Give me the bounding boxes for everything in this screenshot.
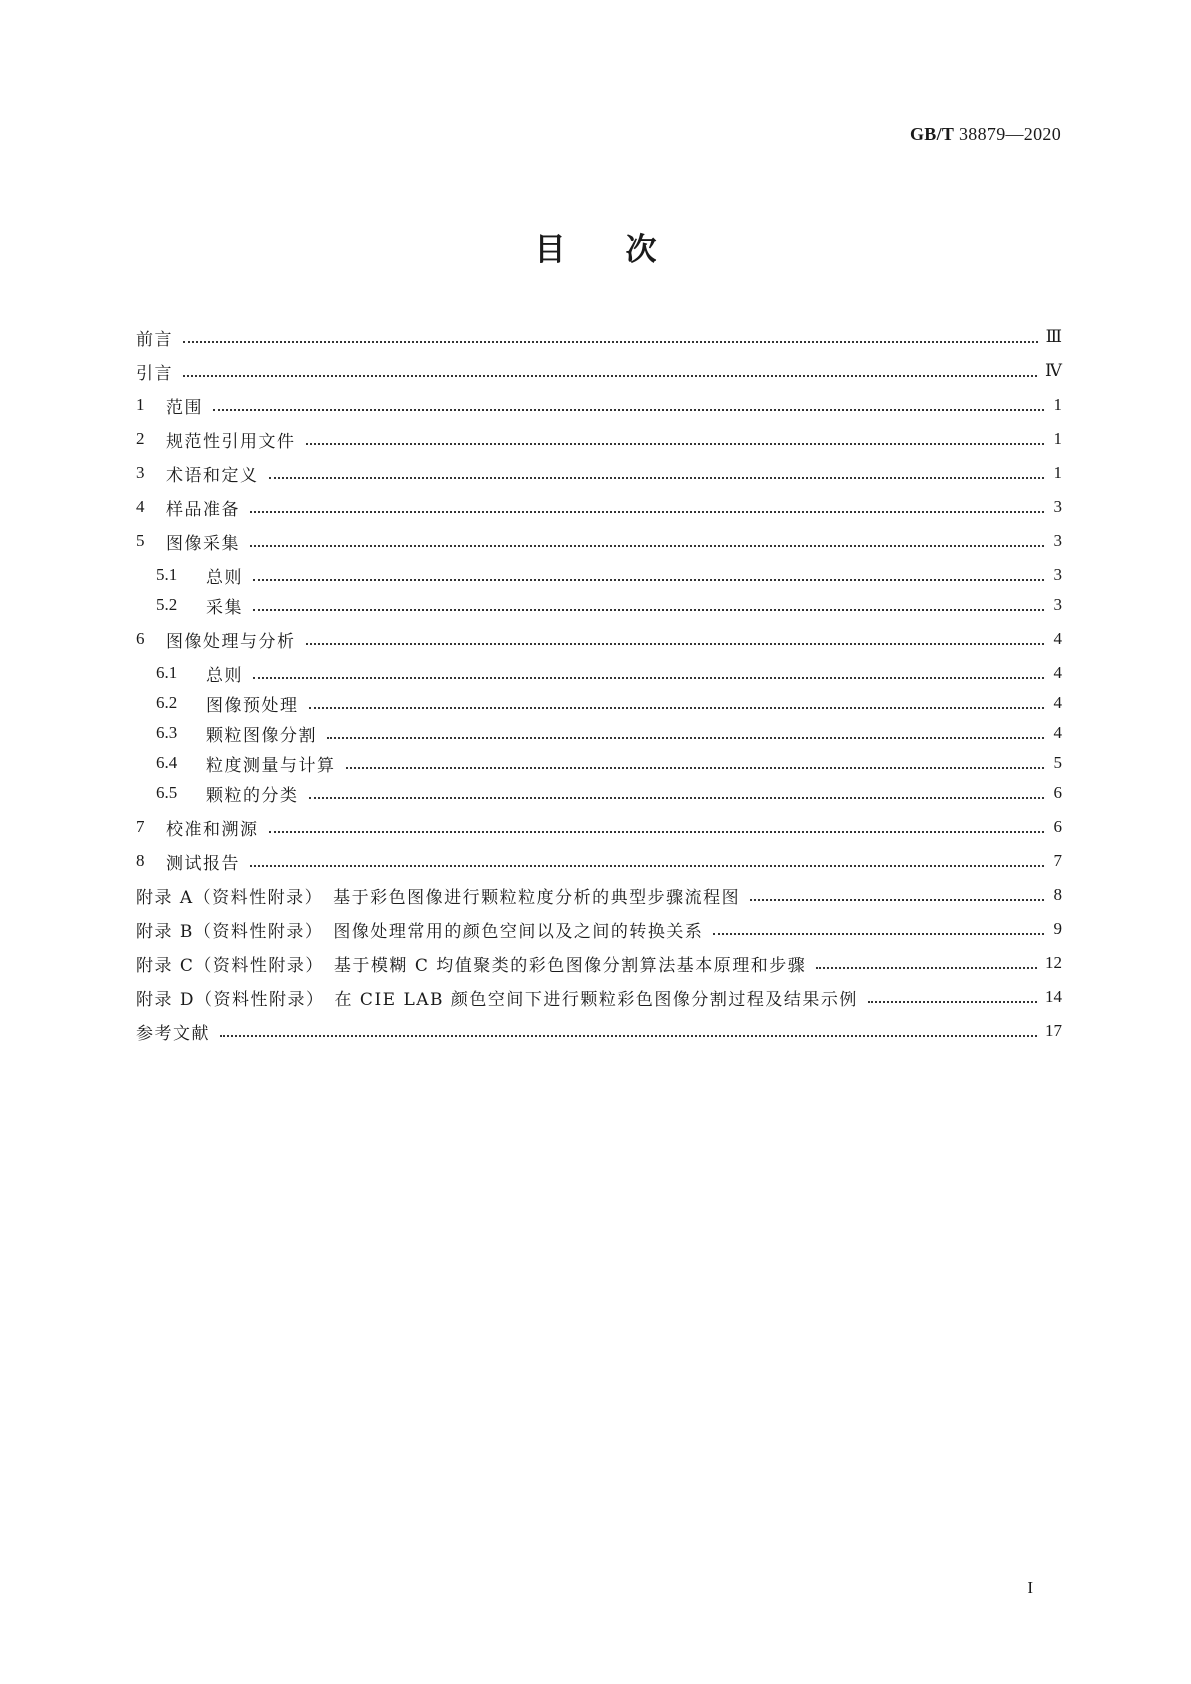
toc-entry-title: 总则: [206, 567, 243, 588]
toc-entry-appendix-c[interactable]: [136, 948, 1062, 978]
toc-leader-dots: [253, 607, 1044, 611]
toc-entry-section-5[interactable]: [136, 526, 1062, 556]
toc-entry-title: 附录 C（资料性附录） 基于模糊 C 均值聚类的彩色图像分割算法基本原理和步骤: [136, 955, 807, 976]
toc-entry-number: 6.4: [156, 753, 178, 772]
standard-code: [910, 124, 1061, 145]
toc-entry-title: 参考文献: [136, 1023, 210, 1044]
toc-leader-dots: [816, 965, 1037, 969]
toc-entry-title: 术语和定义: [166, 465, 259, 486]
toc-entry-title: 粒度测量与计算: [206, 755, 336, 776]
toc-entry-section-4[interactable]: [136, 492, 1062, 522]
toc-leader-dots: [250, 543, 1044, 547]
toc-entry-page: 14: [1045, 987, 1062, 1006]
toc-leader-dots: [868, 999, 1037, 1003]
toc-entry-section-6[interactable]: [136, 624, 1062, 654]
toc-entry-page: 1: [1053, 463, 1062, 482]
toc-entry-page: 7: [1053, 851, 1062, 870]
toc-entry-number: 6.3: [156, 723, 178, 742]
toc-entry-section-3[interactable]: [136, 458, 1062, 488]
toc-entry-page: 6: [1053, 817, 1062, 836]
toc-entry-section-6-4[interactable]: [156, 748, 1062, 778]
toc-entry-number: 6.2: [156, 693, 178, 712]
toc-leader-dots: [213, 407, 1044, 411]
toc-entry-page: Ⅲ: [1045, 327, 1062, 346]
toc-entry-number: 3: [136, 463, 145, 482]
toc-entry-number: 5.1: [156, 565, 178, 584]
toc-entry-number: 5: [136, 531, 145, 550]
page-number: I: [1027, 1578, 1033, 1597]
toc-leader-dots: [183, 339, 1038, 343]
toc-entry-title: 附录 A（资料性附录） 基于彩色图像进行颗粒粒度分析的典型步骤流程图: [136, 887, 741, 908]
page-title: 目次: [534, 232, 717, 268]
toc-entry-page: 1: [1053, 429, 1062, 448]
standard-code-prefix: GB/T: [909, 124, 955, 144]
toc-leader-dots: [253, 577, 1044, 581]
toc-entry-page: 1: [1053, 395, 1062, 414]
toc-entry-title: 校准和溯源: [166, 819, 259, 840]
toc-entry-section-8[interactable]: [136, 846, 1062, 876]
standard-code-number: 38879—2020: [959, 124, 1061, 144]
toc-entry-appendix-d[interactable]: [136, 982, 1062, 1012]
toc-leader-dots: [346, 765, 1045, 769]
toc-entry-section-6-5[interactable]: [156, 778, 1062, 808]
toc-leader-dots: [713, 931, 1044, 935]
toc-entry-foreword[interactable]: [136, 322, 1062, 352]
toc-entry-number: 5.2: [156, 595, 178, 614]
toc-entry-number: 4: [136, 497, 145, 516]
toc-entry-title: 图像处理与分析: [166, 631, 296, 652]
toc-entry-number: 8: [136, 851, 145, 870]
toc-leader-dots: [306, 441, 1045, 445]
toc-entry-title: 引言: [136, 363, 173, 384]
toc-entry-page: 4: [1053, 723, 1062, 742]
toc-entry-number: 6.1: [156, 663, 178, 682]
toc-entry-title: 采集: [206, 597, 243, 618]
toc-entry-section-2[interactable]: [136, 424, 1062, 454]
toc-entry-page: 8: [1053, 885, 1062, 904]
toc-entry-number: 6: [136, 629, 145, 648]
toc-leader-dots: [306, 641, 1045, 645]
toc-leader-dots: [309, 705, 1045, 709]
toc-entry-section-6-3[interactable]: [156, 718, 1062, 748]
toc-entry-title: 图像采集: [166, 533, 240, 554]
toc-entry-page: Ⅳ: [1045, 361, 1062, 380]
toc-entry-number: 2: [136, 429, 145, 448]
toc-entry-number: 7: [136, 817, 145, 836]
toc-entry-title: 样品准备: [166, 499, 240, 520]
toc-entry-appendix-a[interactable]: [136, 880, 1062, 910]
toc-leader-dots: [250, 509, 1044, 513]
toc-leader-dots: [220, 1033, 1037, 1037]
toc-entry-page: 3: [1053, 531, 1062, 550]
toc-entry-page: 3: [1053, 565, 1062, 584]
toc-leader-dots: [750, 897, 1044, 901]
toc-entry-page: 3: [1053, 595, 1062, 614]
toc-entry-section-6-2[interactable]: [156, 688, 1062, 718]
toc-entry-title: 颗粒图像分割: [206, 725, 317, 746]
toc-entry-title: 总则: [206, 665, 243, 686]
toc-entry-title: 附录 D（资料性附录） 在 CIE LAB 颜色空间下进行颗粒彩色图像分割过程及结果示例: [136, 989, 858, 1010]
toc-entry-appendix-b[interactable]: [136, 914, 1062, 944]
toc-leader-dots: [327, 735, 1044, 739]
toc-leader-dots: [253, 675, 1044, 679]
toc-leader-dots: [269, 475, 1045, 479]
toc-entry-title: 规范性引用文件: [166, 431, 296, 452]
toc-entry-number: 1: [136, 395, 145, 414]
toc-entry-section-5-2[interactable]: [156, 590, 1062, 620]
toc-entry-introduction[interactable]: [136, 356, 1062, 386]
toc-leader-dots: [269, 829, 1045, 833]
toc-entry-title: 图像预处理: [206, 695, 299, 716]
toc-entry-page: 4: [1053, 693, 1062, 712]
toc-entry-number: 6.5: [156, 783, 178, 802]
toc-entry-page: 6: [1053, 783, 1062, 802]
toc-entry-section-7[interactable]: [136, 812, 1062, 842]
toc-entry-title: 前言: [136, 329, 173, 350]
toc-entry-section-1[interactable]: [136, 390, 1062, 420]
toc-entry-section-5-1[interactable]: [156, 560, 1062, 590]
toc-entry-page: 4: [1053, 663, 1062, 682]
toc-entry-references[interactable]: [136, 1016, 1062, 1046]
toc-leader-dots: [309, 795, 1045, 799]
toc-entry-page: 17: [1045, 1021, 1062, 1040]
toc-entry-page: 3: [1053, 497, 1062, 516]
toc-leader-dots: [183, 373, 1037, 377]
toc-entry-title: 附录 B（资料性附录） 图像处理常用的颜色空间以及之间的转换关系: [136, 921, 704, 942]
toc-entry-page: 9: [1053, 919, 1062, 938]
toc-entry-page: 4: [1053, 629, 1062, 648]
toc-entry-page: 12: [1045, 953, 1062, 972]
toc-entry-page: 5: [1053, 753, 1062, 772]
toc-entry-title: 范围: [166, 397, 203, 418]
toc-entry-section-6-1[interactable]: [156, 658, 1062, 688]
toc-entry-title: 颗粒的分类: [206, 785, 299, 806]
toc-entry-title: 测试报告: [166, 853, 240, 874]
toc-leader-dots: [250, 863, 1044, 867]
